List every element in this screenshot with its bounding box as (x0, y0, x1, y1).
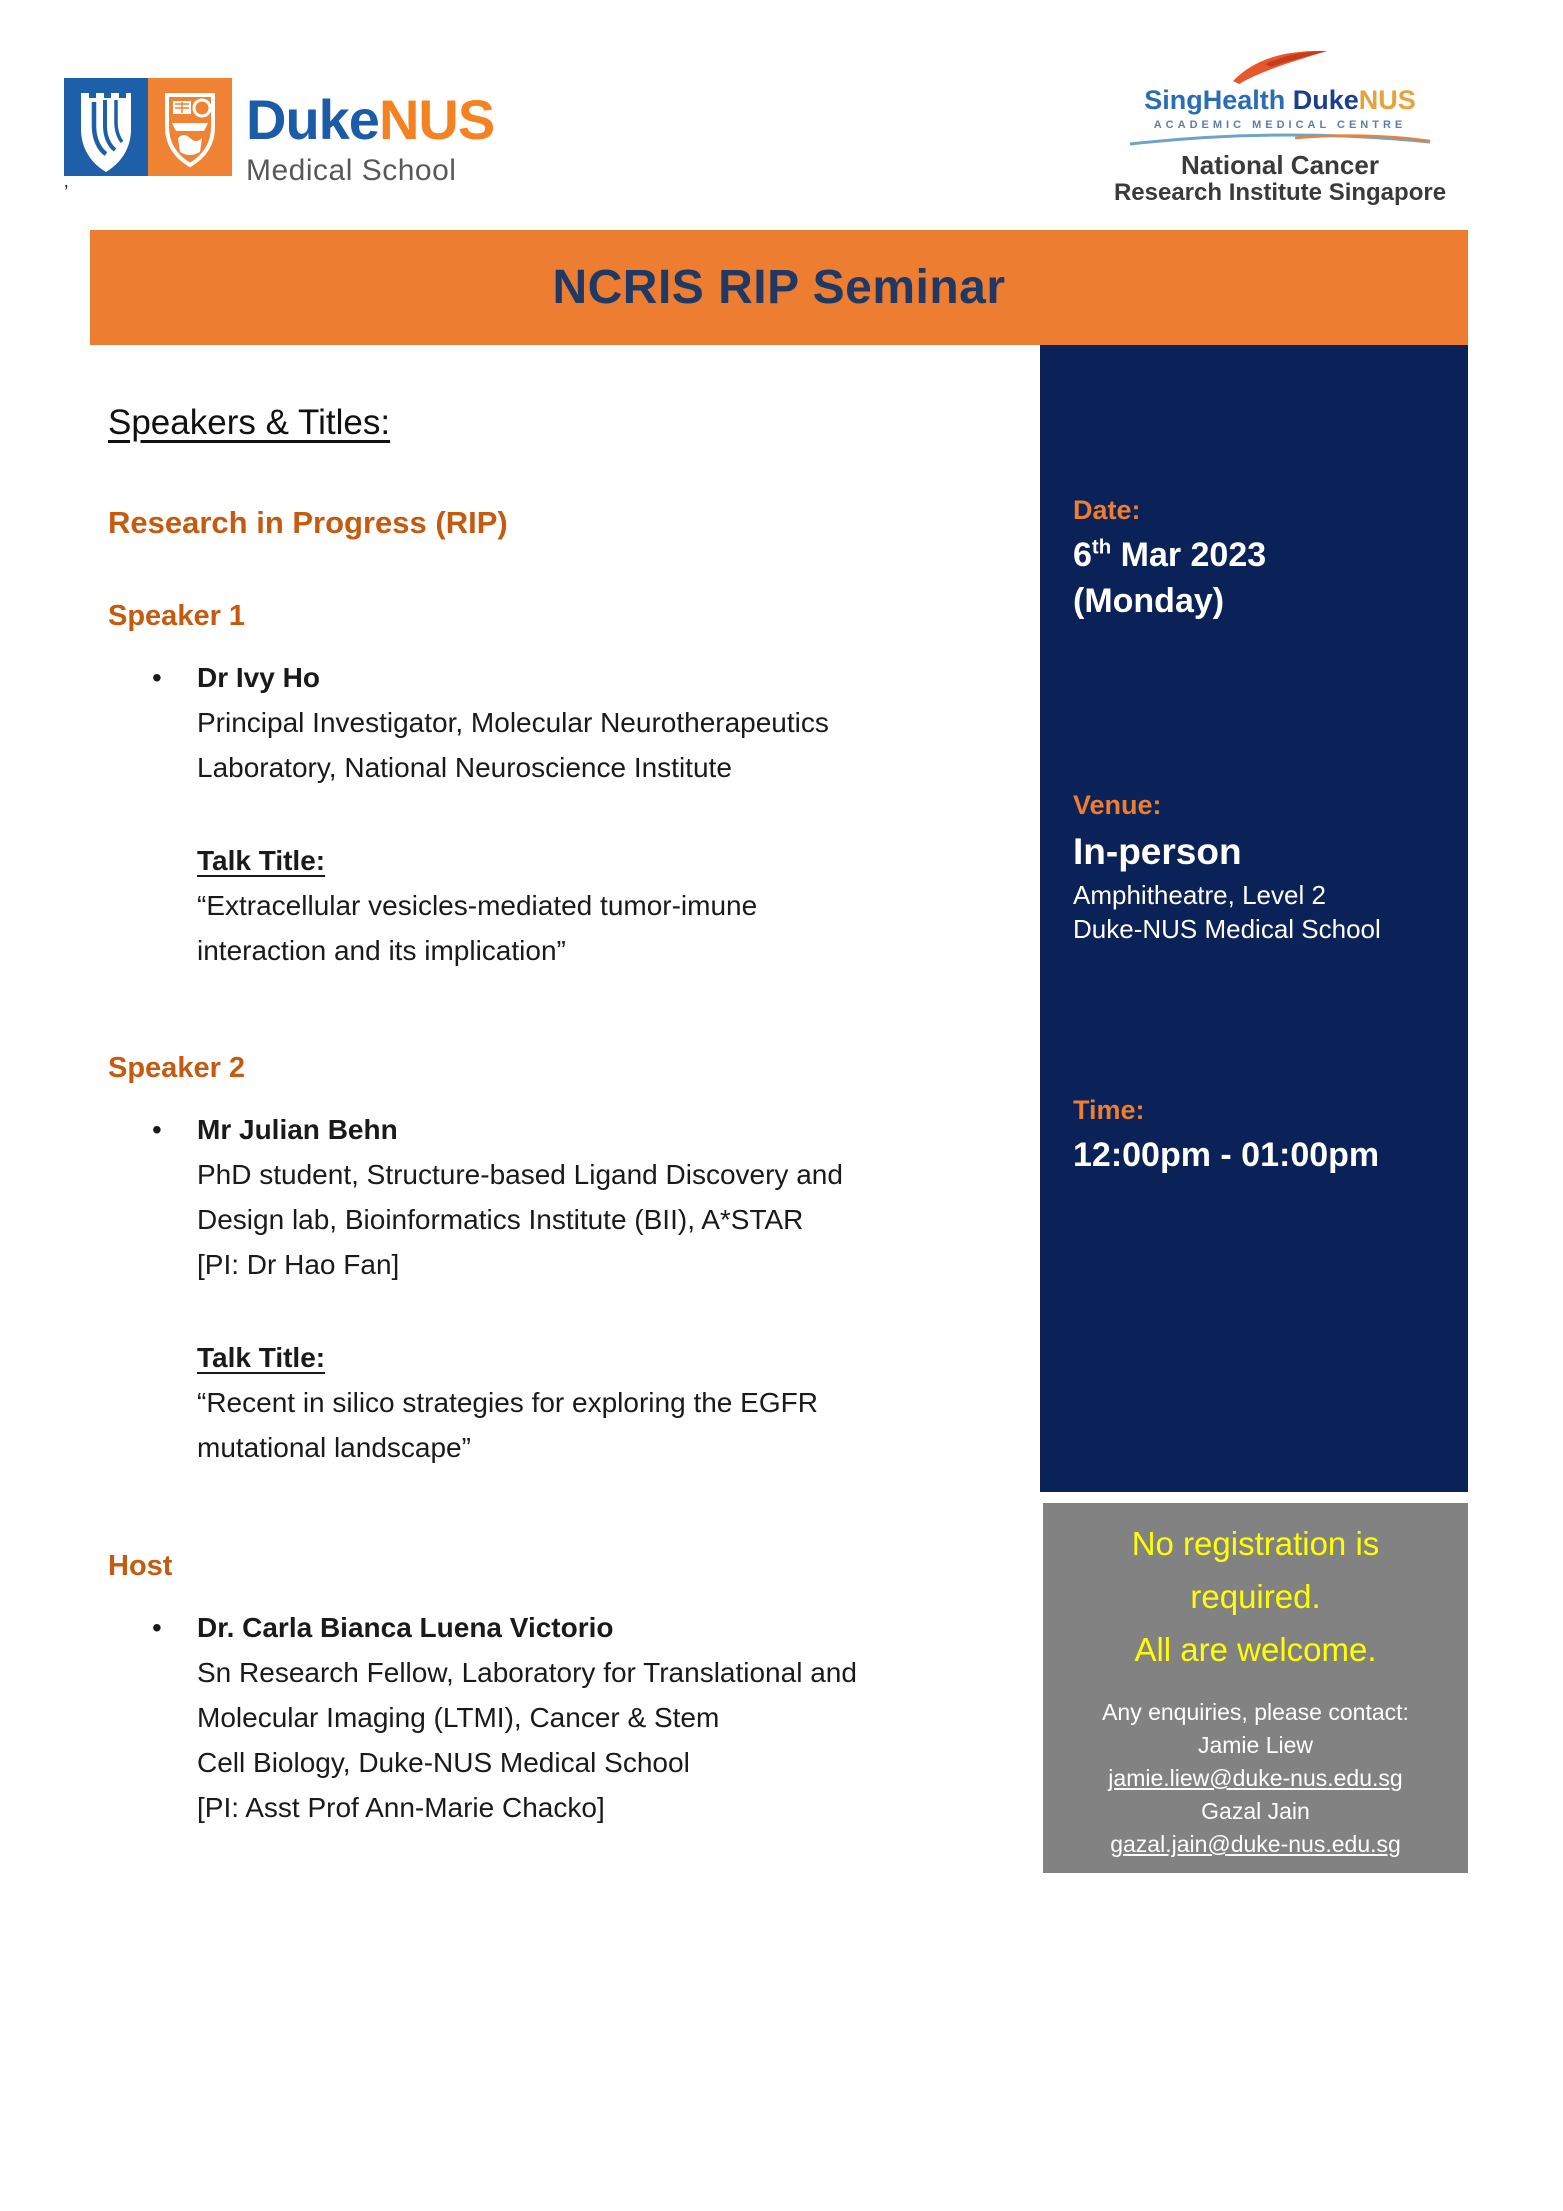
host-section (108, 1550, 1008, 1830)
speaker-1-section (108, 600, 1008, 973)
speaker-2-talk-title-line: mutational landscape” (197, 1432, 471, 1463)
contact-name: Gazal Jain (1201, 1798, 1310, 1824)
venue-building: Duke-NUS Medical School (1073, 913, 1381, 944)
speaker-2-name-row (108, 1107, 1008, 1152)
event-info-panel (1040, 345, 1468, 1492)
institute-name-line1: National Cancer (1181, 149, 1379, 180)
ncris-logo (1085, 48, 1475, 207)
contact-intro: Any enquiries, please contact: (1102, 1699, 1409, 1725)
bullet-icon: • (152, 662, 162, 693)
date-weekday: (Monday) (1073, 581, 1225, 620)
speaker-2-talk-title-line: “Recent in silico strategies for exploring the EGFR (197, 1387, 818, 1418)
page-title: NCRIS RIP Seminar (552, 261, 1006, 314)
speaker-1-affiliation-line: Principal Investigator, Molecular Neurotherapeutics (197, 707, 829, 738)
speaker-2-affiliation-line: Design lab, Bioinformatics Institute (BII), A*STAR (197, 1204, 804, 1235)
logo-arc-icon (1125, 133, 1435, 147)
contact-name: Jamie Liew (1197, 1732, 1314, 1758)
nus-crest-icon (148, 78, 232, 176)
speaker-2-affiliation-line: PhD student, Structure-based Ligand Discovery and (197, 1159, 843, 1190)
host-name-row (108, 1605, 1008, 1650)
speaker-1-name: Dr Ivy Ho (197, 662, 320, 693)
venue-label: Venue: (1073, 790, 1162, 820)
singhealth-nus-text: NUS (1358, 85, 1416, 115)
contact-email-link[interactable]: gazal.jain@duke-nus.edu.sg (1110, 1831, 1401, 1857)
singhealth-text: SingHealth (1144, 85, 1286, 115)
date-value (1073, 533, 1266, 625)
date-day: 6 (1073, 536, 1092, 574)
registration-line: required. (1190, 1578, 1321, 1615)
speaker-2-affiliation-line: [PI: Dr Hao Fan] (197, 1249, 400, 1280)
dukenus-wordmark-duke: Duke (246, 88, 379, 151)
institute-name-line2: Research Institute Singapore (1113, 179, 1447, 207)
speaker-1-name-row (108, 655, 1008, 700)
registration-headline (1043, 1517, 1468, 1676)
singhealth-swoosh-icon (1225, 48, 1335, 86)
host-affiliation-line: Molecular Imaging (LTMI), Cancer & Stem (197, 1702, 720, 1733)
host-affiliation-line: Cell Biology, Duke-NUS Medical School (197, 1747, 690, 1778)
date-ordinal: th (1091, 536, 1112, 559)
time-label: Time: (1073, 1095, 1145, 1125)
dukenus-wordmark-nus: NUS (378, 88, 495, 151)
speaker-2-label: Speaker 2 (108, 1052, 246, 1084)
speaker-2-section (108, 1052, 1008, 1470)
host-affiliation-line: [PI: Asst Prof Ann-Marie Chacko] (197, 1792, 605, 1823)
speaker-1-affiliation-line: Laboratory, National Neuroscience Institute (197, 752, 732, 783)
venue-room: Amphitheatre, Level 2 (1073, 880, 1326, 910)
singhealth-dukenus-wordmark (1085, 86, 1475, 116)
speakers-titles-heading: Speakers & Titles: (108, 403, 391, 442)
dukenus-wordmark-subtitle: Medical School (246, 154, 457, 187)
host-label: Host (108, 1550, 173, 1582)
singhealth-duke-text: Duke (1292, 85, 1359, 115)
venue-mode: In-person (1073, 831, 1242, 872)
speaker-2-talk-title-label: Talk Title: (197, 1342, 326, 1373)
time-value: 12:00pm - 01:00pm (1073, 1136, 1380, 1174)
duke-shield-icon (64, 78, 148, 176)
registration-line: All are welcome. (1134, 1631, 1377, 1668)
speaker-1-label: Speaker 1 (108, 600, 246, 632)
speaker-2-name: Mr Julian Behn (197, 1114, 398, 1145)
venue-detail (1073, 879, 1381, 947)
bullet-icon: • (152, 1114, 162, 1145)
bullet-icon: • (152, 1612, 162, 1643)
date-rest: Mar 2023 (1111, 536, 1267, 574)
title-banner (90, 230, 1468, 345)
dukenus-wordmark (246, 88, 495, 187)
academic-medical-centre-text: ACADEMIC MEDICAL CENTRE (1153, 118, 1407, 131)
host-affiliation-line: Sn Research Fellow, Laboratory for Translational and (197, 1657, 857, 1688)
speaker-1-talk-block (197, 838, 1008, 973)
speaker-2-talk-block (197, 1335, 1008, 1470)
registration-line: No registration is (1131, 1525, 1380, 1562)
speaker-1-talk-title-label: Talk Title: (197, 845, 326, 876)
stray-mark: ’ (64, 182, 69, 204)
registration-notice-box (1043, 1503, 1468, 1873)
date-label: Date: (1073, 495, 1141, 525)
host-name: Dr. Carla Bianca Luena Victorio (197, 1612, 614, 1643)
speaker-1-talk-title-line: interaction and its implication” (197, 935, 566, 966)
contact-block (1043, 1696, 1468, 1861)
speaker-1-talk-title-line: “Extracellular vesicles-mediated tumor-imune (197, 890, 758, 921)
program-title: Research in Progress (RIP) (108, 505, 508, 540)
contact-email-link[interactable]: jamie.liew@duke-nus.edu.sg (1108, 1765, 1403, 1791)
dukenus-logo (64, 78, 494, 186)
